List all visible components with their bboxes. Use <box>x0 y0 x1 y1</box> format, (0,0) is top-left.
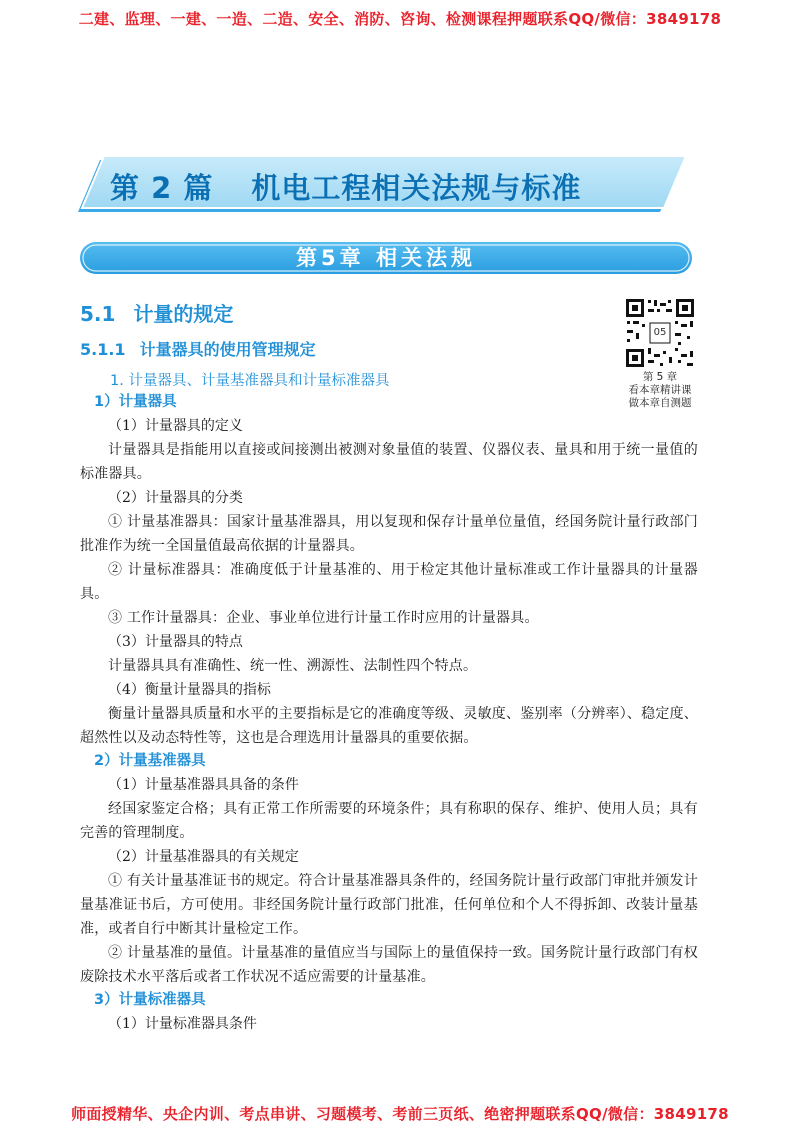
paragraph: ① 计量基准器具：国家计量基准器具，用以复现和保存计量单位量值，经国务院计量行政部门批准作为统一全国量值最高依据的计量器具。 <box>80 514 698 554</box>
subheading: （2）计量器具的分类 <box>108 490 243 506</box>
qr-caption-lecture: 看本章精讲课 <box>628 384 692 396</box>
subheading: （2）计量基准器具的有关规定 <box>108 849 299 865</box>
qr-caption-test: 做本章自测题 <box>628 397 692 409</box>
paragraph: ② 计量基准的量值。计量基准的量值应当与国际上的量值保持一致。国务院计量行政部门有权废除技术水平落后或者工作状况不适应需要的计量基准。 <box>80 945 698 985</box>
section-number: 5.1 <box>80 302 116 326</box>
part-name: 机电工程相关法规与标准 <box>251 171 582 205</box>
subheading: （1）计量标准器具条件 <box>108 1016 257 1032</box>
qr-badge: 05 <box>653 327 667 338</box>
heading-level4: 3）计量标准器具 <box>94 992 206 1008</box>
subheading: （1）计量器具的定义 <box>108 418 243 434</box>
paragraph: 经国家鉴定合格；具有正常工作所需要的环境条件；具有称职的保存、维护、使用人员；具有完善的管理制度。 <box>80 801 698 841</box>
body-content <box>80 370 698 1036</box>
subsection-number: 5.1.1 <box>80 340 126 359</box>
subsection-heading <box>80 337 316 360</box>
top-promo-banner: 二建、监理、一建、一造、二造、安全、消防、咨询、检测课程押题联系QQ/微信：3849178 <box>78 10 722 28</box>
qr-code[interactable] <box>624 297 696 373</box>
part-title <box>110 166 581 206</box>
section-heading <box>80 298 233 327</box>
part-number: 第 2 篇 <box>110 171 214 205</box>
subsection-title: 计量器具的使用管理规定 <box>139 340 316 359</box>
subheading: （3）计量器具的特点 <box>108 634 243 650</box>
subheading: （4）衡量计量器具的指标 <box>108 682 271 698</box>
paragraph: ① 有关计量基准证书的规定。符合计量基准器具条件的，经国务院计量行政部门审批并颁发计量基准证书后，方可使用。非经国务院计量行政部门批准，任何单位和个人不得拆卸、改装计量基准，或者自行中断其计量检定工作。 <box>80 873 698 937</box>
paragraph: 衡量计量器具质量和水平的主要指标是它的准确度等级、灵敏度、鉴别率（分辨率）、稳定度、超然性以及动态特性等，这也是合理选用计量器具的重要依据。 <box>80 706 698 746</box>
paragraph: ② 计量标准器具：准确度低于计量基准的、用于检定其他计量标准或工作计量器具的计量器具。 <box>80 562 698 602</box>
subheading: （1）计量基准器具具备的条件 <box>108 777 299 793</box>
chapter-title: 第5章 相关法规 <box>296 246 476 270</box>
section-title: 计量的规定 <box>133 302 234 326</box>
heading-level3: 1. 计量器具、计量基准器具和计量标准器具 <box>110 373 390 389</box>
paragraph: 计量器具是指能用以直接或间接测出被测对象量值的装置、仪器仪表、量具和用于统一量值的标准器具。 <box>80 442 698 482</box>
paragraph: 计量器具具有准确性、统一性、溯源性、法制性四个特点。 <box>108 658 478 674</box>
qr-caption-chapter: 第 5 章 <box>642 371 678 383</box>
bottom-promo-banner: 师面授精华、央企内训、考点串讲、习题模考、考前三页纸、绝密押题联系QQ/微信：3849178 <box>71 1105 729 1123</box>
heading-level4: 1）计量器具 <box>94 394 177 410</box>
heading-level4: 2）计量基准器具 <box>94 753 206 769</box>
paragraph: ③ 工作计量器具：企业、事业单位进行计量工作时应用的计量器具。 <box>108 610 539 626</box>
